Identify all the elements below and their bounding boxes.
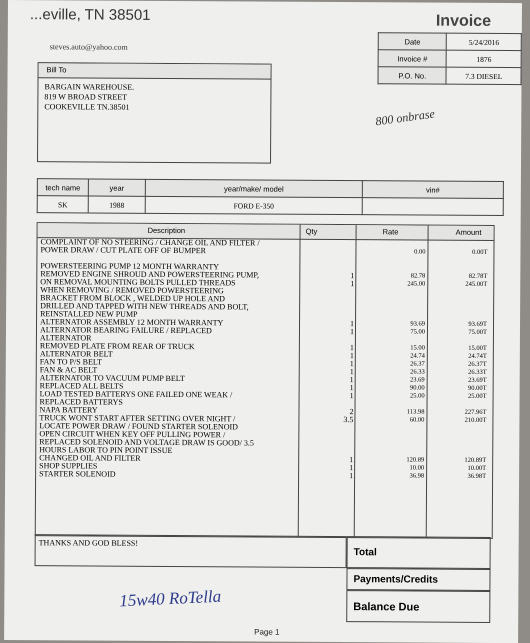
line-item-row: [36, 470, 492, 481]
line-item-rate: 90.00: [359, 384, 425, 392]
line-item-description: LOAD TESTED BATTERYS ONE FAILED ONE WEAK /: [40, 390, 233, 399]
page-number: Page 1: [254, 628, 279, 637]
line-item-description: TRUCK WONT START AFTER SETTING OVER NIGHT /: [39, 414, 235, 423]
line-item-description: ALTERNATOR TO VACUUM PUMP BELT: [40, 374, 185, 383]
bill-to-line: 819 W BROAD STREET: [44, 92, 264, 103]
line-item-rate: 113.98: [358, 408, 424, 416]
line-item-qty: 1: [299, 384, 354, 392]
line-item-amount: 227.96T: [428, 409, 486, 417]
line-item-qty: 1: [299, 392, 354, 400]
line-item-qty: 1: [299, 376, 354, 384]
line-item-rate: 60.00: [358, 416, 424, 424]
line-item-qty: 1: [299, 320, 354, 328]
line-item-amount: 36.98T: [428, 473, 486, 481]
handwritten-note: 800 onbrase: [375, 107, 436, 130]
line-item-amount: 120.89T: [428, 457, 486, 465]
line-item-qty: 1: [298, 464, 353, 472]
company-email: steves.auto@yahoo.com: [50, 42, 128, 51]
vin-header: vin#: [362, 181, 503, 199]
line-items-table: [35, 222, 495, 539]
line-item-rate: 0.00: [359, 248, 425, 256]
line-item-amount: 75.00T: [429, 329, 487, 337]
line-item-amount: 10.00T: [428, 465, 486, 473]
line-item-description: POWERSTEERING PUMP 12 MONTH WARRANTY: [40, 262, 219, 271]
line-item-amount: 93.69T: [429, 321, 487, 329]
bill-to-address: [38, 78, 270, 117]
qty-header: Qty: [306, 227, 318, 236]
line-item-amount: 25.00T: [429, 393, 487, 401]
year-make-model-value: FORD E-350: [145, 196, 362, 214]
line-item-description: BRACKET FROM BLOCK , WELDED UP HOLE AND: [40, 294, 225, 303]
tech-name-value: SK: [37, 196, 88, 213]
line-item-qty: 1: [299, 344, 354, 352]
line-item-description: REMOVED ENGINE SHROUD AND POWERSTEERING PUMP,: [40, 270, 259, 279]
line-item-amount: 24.74T: [429, 353, 487, 361]
line-item-qty: 1: [298, 456, 353, 464]
line-item-amount: 23.69T: [429, 377, 487, 385]
line-item-description: REMOVED PLATE FROM REAR OF TRUCK: [40, 342, 195, 351]
line-item-description: DRILLED AND TAPPED WITH NEW THREADS AND BOLT,: [40, 302, 249, 311]
line-item-amount: 26.33T: [429, 369, 487, 377]
line-item-qty: 1: [299, 328, 354, 336]
line-item-description: ALTERNATOR BELT: [40, 350, 113, 358]
line-item-description: REINSTALLED NEW PUMP: [40, 310, 137, 319]
date-label: Date: [378, 33, 447, 50]
description-header: Description: [148, 226, 186, 235]
line-item-rate: 24.74: [359, 352, 425, 360]
line-item-description: HOURS LABOR TO PIN POINT ISSUE: [39, 446, 172, 455]
line-item-amount: 0.00T: [429, 249, 487, 257]
invoice-number-label: Invoice #: [378, 50, 447, 67]
line-item-description: COMPLAINT OF NO STEERING / CHANGE OIL AND FILTER /: [40, 238, 259, 247]
line-item-rate: 82.78: [359, 272, 425, 280]
line-item-rate: 10.00: [358, 464, 424, 472]
vehicle-table: [37, 178, 504, 216]
line-item-rate: 26.37: [359, 360, 425, 368]
line-item-description: NAPA BATTERY: [39, 406, 97, 414]
line-item-description: ALTERNATOR ASSEMBLY 12 MONTH WARRANTY: [40, 318, 223, 327]
line-item-description: POWER DRAW / CUT PLATE OFF OF BUMPER: [40, 246, 206, 255]
line-item-description: WHEN REMOVING / REMOVED POWERSTEERING: [40, 286, 224, 295]
invoice-footer: [34, 534, 491, 623]
line-item-qty: 1: [299, 280, 354, 288]
line-item-description: REPLACED BATTERYS: [40, 398, 123, 407]
handwritten-note: 15w40 RoTella: [119, 587, 222, 612]
line-item-qty: 2: [298, 408, 353, 416]
line-item-rate: 26.33: [359, 368, 425, 376]
po-number-label: P.O. No.: [378, 67, 447, 84]
bill-to-line: COOKEVILLE TN.38501: [44, 102, 264, 113]
year-header: year: [88, 179, 145, 196]
rate-header: Rate: [383, 227, 399, 236]
line-item-amount: 245.00T: [429, 281, 487, 289]
bill-to-label: Bill To: [39, 63, 271, 79]
po-number-value: 7.3 DIESEL: [446, 67, 521, 84]
amount-header: Amount: [456, 228, 482, 237]
tech-name-header: tech name: [37, 179, 88, 196]
line-item-description: ALTERNATOR BEARING FAILURE / REPLACED: [40, 326, 212, 335]
payments-credits-label: Payments/Credits: [346, 568, 490, 591]
line-item-amount: 90.00T: [429, 385, 487, 393]
line-item-description: STARTER SOLENOID: [39, 470, 115, 478]
thanks-message: THANKS AND GOD BLESS!: [35, 534, 347, 568]
line-item-description: REPLACED ALL BELTS: [40, 382, 124, 391]
vin-value: [362, 198, 503, 216]
date-value: 5/24/2016: [447, 33, 522, 50]
line-item-description: FAN TO P/S BELT: [40, 358, 102, 366]
company-city-line: ...eville, TN 38501: [30, 6, 151, 24]
line-item-qty: 1: [299, 272, 354, 280]
balance-due-label: Balance Due: [346, 590, 490, 623]
line-item-qty: 1: [299, 352, 354, 360]
invoice-title: Invoice: [436, 13, 491, 31]
line-item-qty: 1: [299, 360, 354, 368]
line-item-description: ALTERNATOR: [40, 334, 92, 342]
line-item-qty: 1: [299, 368, 354, 376]
line-item-description: CHANGED OIL AND FILTER: [39, 454, 140, 463]
line-item-rate: 120.89: [358, 456, 424, 464]
line-item-rate: 23.69: [359, 376, 425, 384]
bill-to-line: BARGAIN WAREHOUSE.: [44, 82, 264, 93]
line-item-rate: 93.69: [359, 320, 425, 328]
total-label: Total: [347, 536, 491, 569]
line-item-rate: 75.00: [359, 328, 425, 336]
invoice-meta-table: [377, 32, 521, 85]
line-item-amount: 210.00T: [428, 417, 486, 425]
line-item-description: OPEN CIRCUIT WHEN KEY OFF PULLING POWER /: [39, 430, 225, 439]
invoice-paper: [4, 0, 522, 643]
line-item-rate: 25.00: [359, 392, 425, 400]
year-make-model-header: year/make/ model: [145, 179, 362, 197]
line-item-qty: 3.5: [298, 416, 353, 424]
line-item-rate: 15.00: [359, 344, 425, 352]
invoice-number-value: 1876: [447, 50, 522, 67]
line-item-rate: 36.98: [358, 472, 424, 480]
bill-to-box: [37, 62, 272, 163]
line-item-amount: 15.00T: [429, 345, 487, 353]
line-item-rate: 245.00: [359, 280, 425, 288]
line-item-description: FAN & AC BELT: [40, 366, 98, 374]
line-item-description: REPLACED SOLENOID AND VOLTAGE DRAW IS GOOD/ 3.5: [39, 438, 254, 447]
line-item-description: LOCATE POWER DRAW / FOUND STARTER SOLENOID: [39, 422, 238, 431]
line-item-description: SHOP SUPPLIES: [39, 462, 97, 470]
year-value: 1988: [88, 196, 145, 213]
line-item-qty: 1: [298, 472, 353, 480]
line-items-body: [36, 238, 493, 481]
line-item-amount: 26.37T: [429, 361, 487, 369]
line-item-amount: 82.78T: [429, 273, 487, 281]
line-item-description: ON REMOVAL MOUNTING BOLTS PULLED THREADS: [40, 278, 235, 287]
